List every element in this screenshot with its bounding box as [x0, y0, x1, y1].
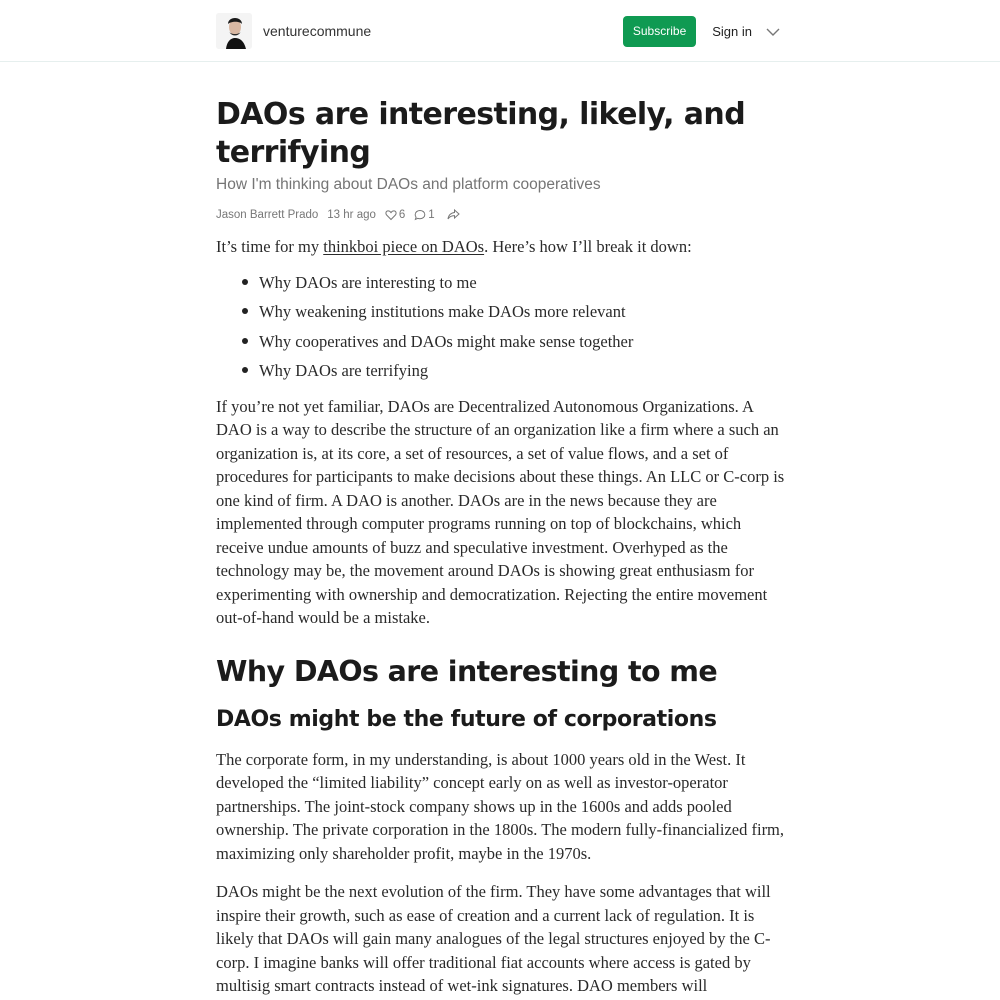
post-subtitle: How I'm thinking about DAOs and platform cooperatives [216, 176, 601, 193]
heart-icon [385, 209, 397, 221]
like-button[interactable] [385, 209, 405, 221]
list-item: Why DAOs are terrifying [259, 359, 786, 389]
share-icon[interactable] [447, 208, 460, 221]
body-paragraph: DAOs might be the next evolution of the firm. They have some advantages that will inspire their growth, such as ease of creation and a current lack of regulation. It is likely that DAOs will gain many analogues of the legal structures enjoyed by the C-corp. I imagine banks will offer traditional fiat accounts where access is gated by multisig smart contracts instead of wet-ink signatures. DAO members will [216, 882, 771, 995]
author-name[interactable]: Jason Barrett Prado [216, 208, 319, 221]
sign-in-link[interactable]: Sign in [712, 24, 752, 39]
publication-logo-avatar[interactable] [216, 13, 252, 49]
comment-icon [414, 209, 426, 221]
section-heading: Why DAOs are interesting to me [216, 654, 718, 688]
outline-list [216, 271, 786, 389]
publication-name[interactable]: venturecommune [263, 23, 372, 39]
top-nav-bar [0, 0, 1000, 62]
publication-brand[interactable] [216, 13, 371, 49]
like-count: 6 [398, 208, 406, 221]
post-timestamp: 13 hr ago [327, 208, 376, 221]
article [216, 96, 786, 998]
post-meta [216, 208, 786, 221]
intro-paragraph: It’s time for my thinkboi piece on DAOs. Here’s how I’ll break it down: [216, 237, 692, 256]
list-item: Why weakening institutions make DAOs more relevant [259, 300, 786, 330]
subscribe-button[interactable]: Subscribe [623, 16, 696, 47]
subsection-heading: DAOs might be the future of corporations [216, 706, 717, 732]
post-title: DAOs are interesting, likely, and terrifying [216, 97, 746, 170]
body-paragraph: If you’re not yet familiar, DAOs are Decentralized Autonomous Organizations. A DAO is a way to describe the structure of an organization like a firm where a such an organization is, at its core, a set of resources, a set of value flows, and a set of procedures for participants to make decisions about these things. An LLC or C-corp is one kind of firm. A DAO is another. DAOs are in the news because they are implemented through computer programs running on top of blockchains, which receive undue amounts of buzz and speculative investment. Overhyped as the technology may be, the movement around DAOs is showing great enthusiasm for experimenting with ownership and democratization. Rejecting the entire movement out-of-hand would be a mistake. [216, 396, 785, 627]
comment-button[interactable] [414, 209, 434, 221]
comment-count: 1 [428, 208, 435, 221]
header-actions [623, 16, 781, 47]
thinkboi-piece-link[interactable]: thinkboi piece on DAOs [323, 237, 485, 256]
chevron-down-icon[interactable] [765, 24, 781, 40]
body-paragraph: The corporate form, in my understanding, is about 1000 years old in the West. It developed the “limited liability” concept early on as well as investor-operator partnerships. The joint-stock company shows up in the 1600s and adds pooled ownership. The private corporation in the 1800s. The modern fully-financialized firm, maximizing only shareholder profit, maybe in the 1970s. [216, 749, 785, 863]
list-item: Why cooperatives and DAOs might make sense together [259, 330, 786, 360]
list-item: Why DAOs are interesting to me [259, 271, 786, 301]
